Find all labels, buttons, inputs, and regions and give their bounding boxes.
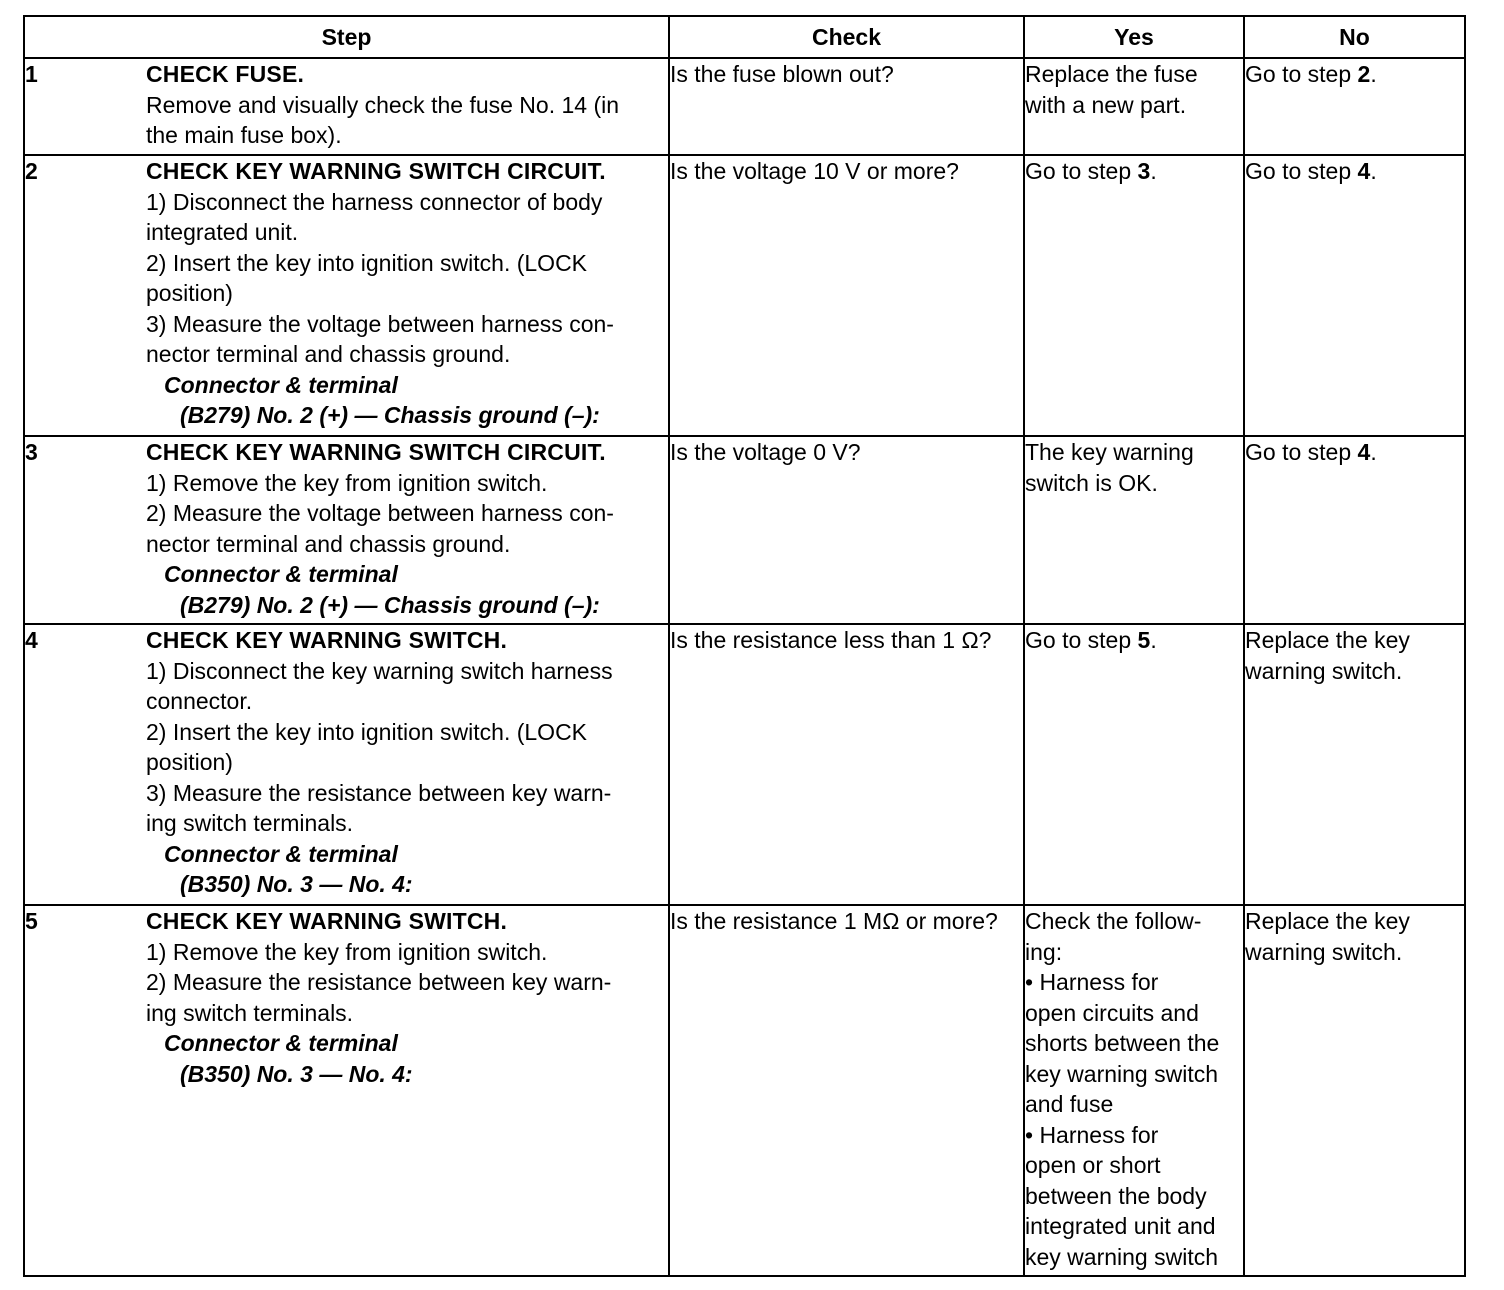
step-line: ing switch terminals.	[146, 999, 354, 1026]
step-line: 2) Measure the resistance between key warn-	[146, 969, 612, 995]
connector-terminal-label: Connector & terminal	[164, 561, 398, 587]
no-cell	[1244, 58, 1465, 155]
yes-line: • Harness for	[1025, 1121, 1159, 1148]
yes-cell	[1024, 624, 1244, 905]
no-cell	[1244, 436, 1465, 624]
yes-line: between the body	[1025, 1182, 1207, 1209]
step-title: CHECK FUSE.	[146, 61, 305, 87]
step-line: 3) Measure the voltage between harness con-	[146, 310, 614, 337]
diagnostic-table	[23, 15, 1466, 1277]
check-cell: Is the resistance less than 1 Ω?	[669, 624, 1024, 905]
yes-line: switch is OK.	[1025, 469, 1158, 496]
step-cell	[146, 58, 669, 155]
table-row	[24, 436, 1465, 624]
step-title: CHECK KEY WARNING SWITCH.	[146, 627, 508, 653]
no-text: Go to step	[1245, 61, 1358, 87]
no-text: Go to step	[1245, 158, 1358, 184]
no-cell	[1244, 905, 1465, 1276]
yes-line: integrated unit and	[1025, 1213, 1216, 1239]
no-cell	[1244, 155, 1465, 436]
step-line: 3) Measure the resistance between key warn-	[146, 779, 612, 806]
yes-line: Replace the fuse	[1025, 61, 1198, 87]
table-row	[24, 905, 1465, 1276]
yes-end: .	[1150, 158, 1157, 184]
check-cell: Is the voltage 10 V or more?	[669, 155, 1024, 436]
yes-line: with a new part.	[1025, 91, 1187, 118]
step-line: Remove and visually check the fuse No. 14 (in	[146, 91, 620, 118]
check-cell: Is the fuse blown out?	[669, 58, 1024, 155]
no-line: Replace the key	[1245, 627, 1410, 653]
yes-step-ref: 5	[1137, 627, 1151, 653]
connector-terminal-label: Connector & terminal	[164, 1030, 398, 1056]
step-title: CHECK KEY WARNING SWITCH CIRCUIT.	[146, 439, 606, 465]
step-number: 1	[24, 58, 146, 155]
yes-line: ing:	[1025, 938, 1063, 965]
no-line: Replace the key	[1245, 908, 1410, 934]
step-number: 2	[24, 155, 146, 436]
yes-line: The key warning	[1025, 439, 1194, 465]
yes-line: open or short	[1025, 1152, 1161, 1178]
table-row	[24, 155, 1465, 436]
header-yes: Yes	[1024, 16, 1244, 58]
no-text: Go to step	[1245, 439, 1358, 465]
step-cell	[146, 155, 669, 436]
yes-text: Go to step	[1025, 158, 1138, 184]
yes-cell	[1024, 58, 1244, 155]
step-line: the main fuse box).	[146, 122, 342, 148]
step-line: integrated unit.	[146, 219, 299, 245]
no-end: .	[1370, 439, 1377, 465]
header-step: Step	[24, 16, 669, 58]
step-line: 2) Insert the key into ignition switch. (LOCK	[146, 718, 588, 745]
no-cell	[1244, 624, 1465, 905]
header-no: No	[1244, 16, 1465, 58]
yes-step-ref: 3	[1137, 158, 1151, 184]
check-cell: Is the voltage 0 V?	[669, 436, 1024, 624]
connector-terminal-value: (B279) No. 2 (+) — Chassis ground (–):	[180, 402, 600, 428]
no-step-ref: 4	[1357, 158, 1371, 184]
step-line: nector terminal and chassis ground.	[146, 530, 511, 557]
step-line: position)	[146, 280, 233, 306]
yes-line: shorts between the	[1025, 1030, 1220, 1056]
no-step-ref: 4	[1357, 439, 1371, 465]
connector-terminal-value: (B350) No. 3 — No. 4:	[180, 871, 413, 897]
step-line: position)	[146, 749, 233, 775]
connector-terminal-value: (B350) No. 3 — No. 4:	[180, 1060, 413, 1087]
yes-end: .	[1150, 627, 1157, 653]
yes-cell	[1024, 155, 1244, 436]
yes-line: Check the follow-	[1025, 908, 1202, 934]
check-cell: Is the resistance 1 MΩ or more?	[669, 905, 1024, 1276]
header-row	[24, 16, 1465, 58]
step-line: 2) Measure the voltage between harness con-	[146, 500, 614, 526]
table-row	[24, 624, 1465, 905]
step-number: 5	[24, 905, 146, 1276]
connector-terminal-value: (B279) No. 2 (+) — Chassis ground (–):	[180, 591, 600, 618]
step-line: ing switch terminals.	[146, 810, 354, 836]
header-check: Check	[669, 16, 1024, 58]
no-line: warning switch.	[1245, 657, 1403, 684]
step-line: 1) Remove the key from ignition switch.	[146, 938, 548, 965]
step-number: 4	[24, 624, 146, 905]
step-cell	[146, 624, 669, 905]
step-line: 1) Remove the key from ignition switch.	[146, 469, 548, 496]
yes-line: open circuits and	[1025, 999, 1199, 1026]
yes-text: Go to step	[1025, 627, 1138, 653]
no-line: warning switch.	[1245, 938, 1403, 965]
step-line: 1) Disconnect the key warning switch harness	[146, 657, 613, 684]
step-cell	[146, 436, 669, 624]
no-end: .	[1370, 61, 1377, 87]
yes-line: key warning switch	[1025, 1243, 1219, 1270]
yes-line: • Harness for	[1025, 969, 1159, 995]
table-row	[24, 58, 1465, 155]
step-title: CHECK KEY WARNING SWITCH.	[146, 908, 508, 934]
step-cell	[146, 905, 669, 1276]
step-line: 2) Insert the key into ignition switch. (LOCK	[146, 249, 588, 276]
yes-cell	[1024, 905, 1244, 1276]
step-line: nector terminal and chassis ground.	[146, 341, 511, 367]
yes-line: and fuse	[1025, 1091, 1114, 1117]
step-title: CHECK KEY WARNING SWITCH CIRCUIT.	[146, 158, 606, 184]
step-line: 1) Disconnect the harness connector of body	[146, 188, 603, 215]
step-number: 3	[24, 436, 146, 624]
yes-line: key warning switch	[1025, 1060, 1219, 1087]
no-end: .	[1370, 158, 1377, 184]
step-line: connector.	[146, 688, 253, 714]
no-step-ref: 2	[1357, 61, 1371, 87]
yes-cell	[1024, 436, 1244, 624]
connector-terminal-label: Connector & terminal	[164, 371, 398, 398]
connector-terminal-label: Connector & terminal	[164, 840, 398, 867]
